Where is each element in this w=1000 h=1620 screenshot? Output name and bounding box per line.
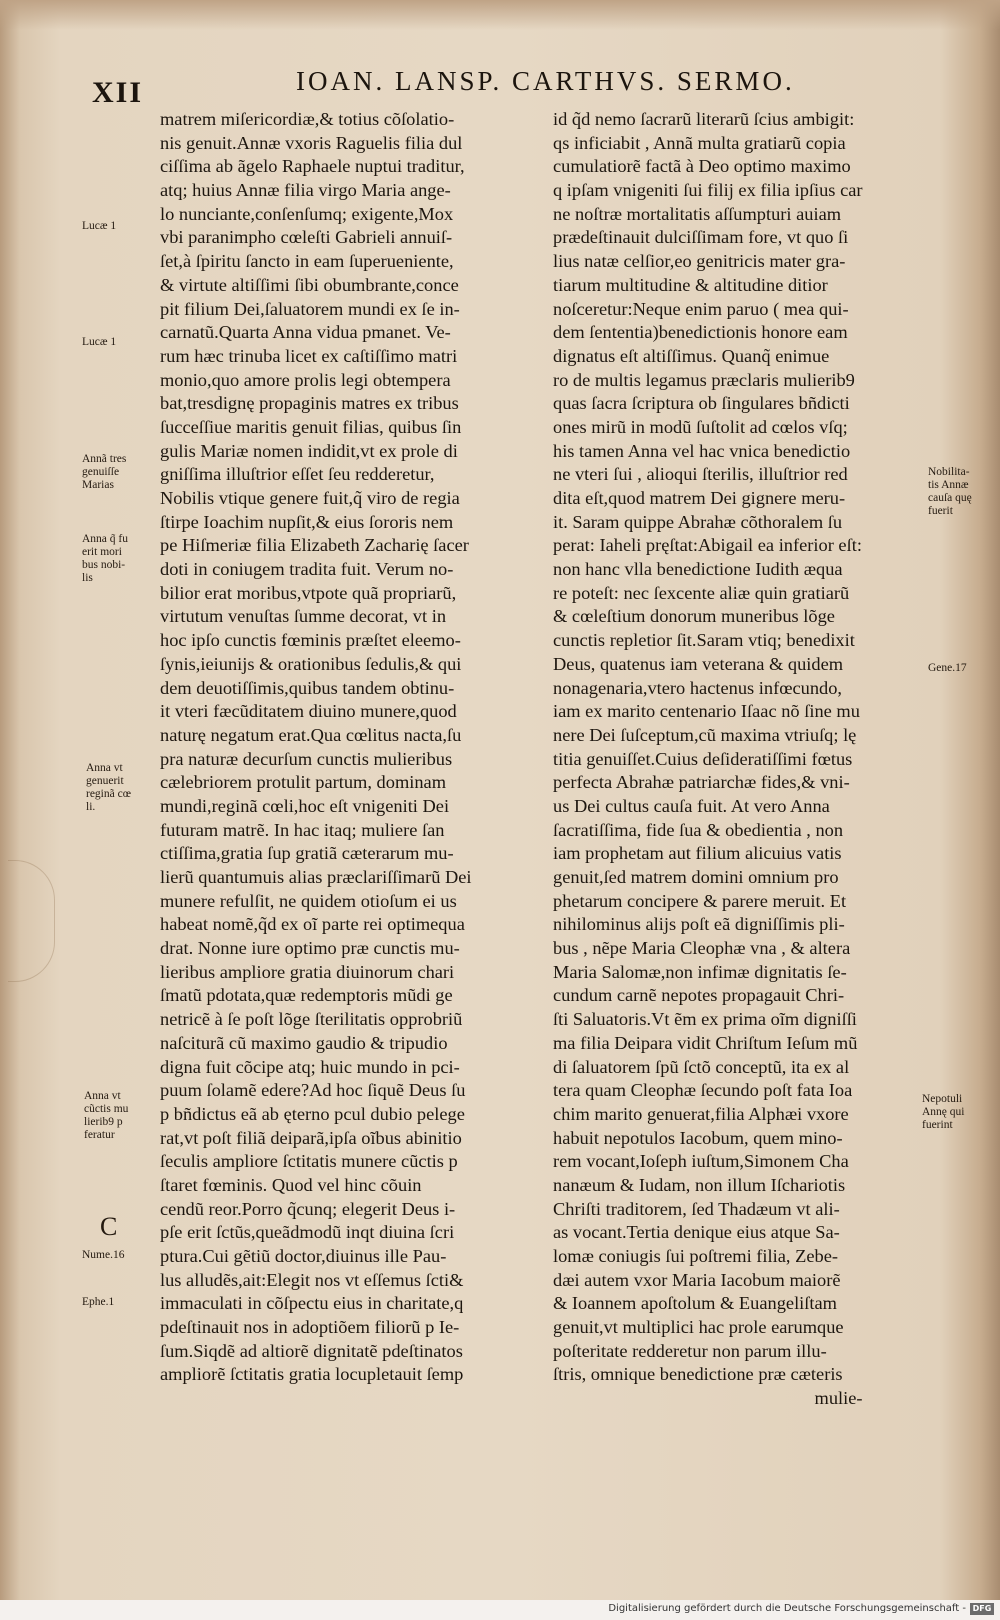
right-column-line: nonagenaria,vtero hactenus infœcundo,	[553, 677, 843, 698]
left-column-line: lierũ quantumuis alias præclariſſimarũ Dei	[160, 867, 472, 887]
left-column-line: pdeſtinauit nos in adoptiõem filiorũ p Ie-	[160, 1317, 460, 1338]
right-column-line: prædeſtinauit dulciſſimam fore, vt quo ſi	[553, 227, 849, 248]
right-column-line: nihilominus alijs poſt eã digniſſimis pli-	[553, 914, 845, 935]
left-column-line: ptura.Cui gẽtiũ doctor,diuinus ille Pau-	[160, 1246, 447, 1266]
left-column-line: ampliorẽ ſctitatis gratia locupletauit ſemp	[160, 1364, 464, 1385]
right-column-line: perfecta Abrahæ patriarchæ fides,& vni-	[553, 772, 850, 793]
left-column-line: p bñdictus eã ab ęterno pcul dubio pelege	[160, 1103, 465, 1124]
right-column-line: dignatus eſt altiſſimus. Quanq̃ enimue	[553, 345, 830, 366]
left-column-line: ſtaret fœminis. Quod vel hinc cõuin	[160, 1174, 422, 1195]
right-column-line: di ſaluatorem ſpũ ſctõ conceptũ, ita ex al	[553, 1056, 850, 1077]
left-column-line: virtutum venuſtas ſumme decorat, vt in	[160, 606, 447, 627]
left-column-line: lo nunciante,conſenſumq; exigente,Mox	[160, 203, 454, 224]
page-number: XII	[92, 76, 144, 109]
right-column-line: iam prophetam aut filium alicuius vatis	[553, 843, 842, 864]
left-column-line: ſynis,ieiunijs & orationibus ſedulis,& qui	[160, 653, 462, 674]
right-column-line: Maria Salomæ,non infimæ dignitatis ſe-	[553, 961, 847, 982]
right-column-line: bus , nẽpe Maria Cleophæ vna , & altera	[553, 938, 851, 959]
left-column-line: rat,vt poſt filiã deiparã,ipſa oĩbus abinitio	[160, 1127, 462, 1148]
left-column-line: doti in coniugem tradita fuit. Verum no-	[160, 559, 454, 580]
left-column-line: rum hæc trinuba licet ex caſtiſſimo matri	[160, 345, 458, 366]
right-column-line: mulie-	[814, 1388, 863, 1409]
left-column-line: naſciturã cũ maximo gaudio & tripudio	[160, 1032, 448, 1053]
right-column-line: genuit,ſed matrem domini omnium pro	[553, 867, 839, 887]
right-column-line: his tamen Anna vel hac vnica benedictio	[553, 440, 851, 461]
left-column-line: munere refulſit, ne quidem otioſum ei us	[160, 890, 457, 911]
left-column-line: ſmatũ pdotata,quæ redemptoris mũdi ge	[160, 985, 453, 1006]
right-column-line: it. Saram quippe Abrahæ cõthoralem ſu	[553, 511, 843, 532]
page-tab-shadow	[8, 860, 55, 982]
right-column-line: poſteritate redderetur non parum illu-	[553, 1340, 827, 1361]
right-column-line: genuit,vt multiplici hac prole earumque	[553, 1317, 844, 1338]
left-column-line: Nobilis vtique genere fuit,q̃ viro de regia	[160, 488, 460, 508]
left-column-line: mundi,reginã cœli,hoc eſt vnigeniti Dei	[160, 795, 450, 816]
right-column-line: as vocant.Tertia denique eius atque Sa-	[553, 1222, 840, 1243]
left-column-line: ſet,à ſpiritu ſancto in eam ſuperueniente,	[160, 251, 454, 272]
right-text-column	[553, 108, 863, 1411]
margin-note-anna-reginam: Anna vt genuerit reginã cœ li.	[86, 762, 132, 813]
left-column-line: carnatũ.Quarta Anna vidua pmanet. Ve-	[160, 322, 451, 343]
left-column-line: it vteri fæcũditatem diuino munere,quod	[160, 701, 457, 722]
left-column-line: futuram matrẽ. In hac itaq; muliere ſan	[160, 819, 445, 840]
right-column-line: qs inficiabit , Annã multa gratiarũ copia	[553, 132, 846, 153]
right-column-line: Deus, quatenus iam veterana & quidem	[553, 653, 844, 674]
right-column-line: perat: Iaheli pręſtat:Abigail ea inferior eſt:	[553, 535, 862, 556]
right-column-line: tera quam Cleophæ ſecundo poſt fata Ioa	[553, 1080, 853, 1101]
left-column-line: ſucceſſiue maritis genuit filias, quibus ſin	[160, 416, 462, 437]
right-column-line: ne vteri ſui , alioqui ſterilis, illuſtrior red	[553, 464, 848, 485]
left-column-line: lieribus ampliore gratia diuinorum chari	[160, 961, 455, 982]
left-column-line: hoc ipſo cunctis fœminis præſtet eleemo-	[160, 630, 461, 651]
left-column-line: netricẽ à ſe poſt lõge ſterilitatis opprobriũ	[160, 1009, 463, 1030]
left-column-line: naturę negatum erat.Qua cœlitus nacta,ſu	[160, 724, 462, 745]
margin-note-luke-1b: Lucæ 1	[82, 336, 117, 348]
right-column-line: dem ſententia)benedictionis honore eam	[553, 322, 848, 343]
right-column-line: Chriſti traditorem, ſed Thadæum vt ali-	[553, 1198, 840, 1219]
right-column-line: quas ſacra ſcriptura ob ſingulares bñdicti	[553, 393, 850, 414]
left-column-line: habeat nomẽ,q̃d ex oĩ parte rei optimequa	[160, 914, 465, 935]
right-column-line: ſti Saluatoris.Vt ẽm ex prima oĩm digniſſi	[553, 1009, 857, 1030]
right-column-line: phetarum concipere & parere meruit. Et	[553, 890, 847, 911]
right-column-line: ones mirũ in modũ ſuſtolit ad cœlos vſq;	[553, 416, 848, 437]
left-column-line: pe Hiſmeriæ filia Elizabeth Zacharię ſacer	[160, 535, 469, 556]
right-column-line: cumulatiorẽ factã à Deo optimo maximo	[553, 156, 851, 177]
left-column-line: cendũ reor.Porro q̃cunq; elegerit Deus i-	[160, 1198, 456, 1219]
margin-note-anna-fuerit: Anna q̃ fu erit mori bus nobi- lis	[82, 533, 128, 584]
left-column-line: digna fuit cõcipe atq; huic mundo in pci-	[160, 1056, 460, 1077]
signature-mark: C	[100, 1212, 118, 1241]
left-column-line: vbi paranimpho cœleſti Gabrieli annuiſ-	[160, 227, 453, 248]
right-column-line: us Dei cultus cauſa fuit. At vero Anna	[553, 795, 830, 816]
right-column-line: noſceretur:Neque enim paruo ( mea qui-	[553, 298, 849, 319]
footer-bar	[0, 1600, 1000, 1620]
left-column-line: ciſſima ab ãgelo Raphaele nuptui traditur,	[160, 156, 465, 177]
left-column-line: pſe erit ſctũs,queãdmodũ inqt diuina ſcri	[160, 1222, 455, 1243]
left-column-line: gulis Mariæ nomen indidit,vt ex prole di	[160, 440, 458, 461]
left-column-line: gniſſima illuſtrior eſſet ſeu redderetur,	[160, 464, 435, 485]
right-column-line: & cœleſtium donorum muneribus lõge	[553, 606, 835, 627]
left-text-column	[160, 108, 472, 1387]
margin-note-genesis-17: Gene.17	[928, 662, 967, 674]
left-column-line: ctiſſima,gratia ſup gratiã cæterarum mu-	[160, 843, 454, 864]
margin-note-nobilitatis: Nobilita- tis Annæ cauſa quę fuerit	[928, 466, 972, 517]
left-column-line: ſum.Siqdẽ ad altiorẽ dignitatẽ pdeſtinatos	[160, 1340, 463, 1361]
right-column-line: ro de multis legamus præclaris mulierib9	[553, 369, 855, 390]
margin-note-anna-tres: Annã tres genuiſſe Marias	[82, 453, 127, 491]
left-column-line: matrem miſericordiæ,& totius cõſolatio-	[160, 109, 455, 129]
left-column-line: drat. Nonne iure optimo præ cunctis mu-	[160, 938, 460, 959]
margin-note-nepotuli: Nepotuli Annę qui fuerint	[922, 1093, 965, 1131]
left-column-line: atq; huius Annæ filia virgo Maria ange-	[160, 180, 451, 201]
right-column-line: dæi autem vxor Maria Iacobum maiorẽ	[553, 1269, 841, 1290]
right-column-line: & Ioannem apoſtolum & Euangeliſtam	[553, 1293, 837, 1314]
right-column-line: lomæ coniugis ſui poſtremi filia, Zebe-	[553, 1246, 839, 1266]
left-column-line: cælebriorem protulit partum, dominam	[160, 772, 447, 793]
right-column-line: ſtris, omnique benedictione præ cæteris	[553, 1364, 843, 1385]
running-title: IOAN. LANSP. CARTHVS. SERMO.	[296, 66, 795, 96]
right-column-line: rem vocant,Ioſeph iuſtum,Simonem Cha	[553, 1151, 849, 1172]
margin-note-luke-1a: Lucæ 1	[82, 220, 117, 232]
margin-note-anna-cunctis: Anna vt cũctis mu lierib9 p feratur	[84, 1090, 129, 1141]
left-column-line: immaculati in cõſpectu eius in charitate,q	[160, 1293, 464, 1314]
left-column-line: ſtirpe Ioachim nupſit,& eius ſororis nem	[160, 511, 454, 532]
right-column-line: ne noſtræ mortalitatis aſſumpturi auiam	[553, 203, 842, 224]
right-column-line: nanæum & Iudam, non illum Iſchariotis	[553, 1174, 846, 1195]
left-column-line: dem deuotiſſimis,quibus tandem obtinu-	[160, 677, 455, 698]
funding-credit: Digitalisierung gefördert durch die Deutsche Forschungsgemeinschaft -	[608, 1603, 966, 1614]
right-column-line: non hanc vlla benedictione Iudith æqua	[553, 559, 843, 580]
left-column-line: nis genuit.Annæ vxoris Raguelis filia dul	[160, 132, 463, 153]
left-column-line: ſeculis ampliore ſctitatis munere cũctis p	[160, 1151, 458, 1172]
right-column-line: iam ex marito centenario Iſaac nõ ſine mu	[553, 701, 860, 722]
right-column-line: re poteſt: nec ſexcente aliæ quin gratiarũ	[553, 582, 850, 603]
left-column-line: bat,tresdignę propaginis matres ex tribus	[160, 393, 459, 414]
right-column-line: chim marito genuerat,filia Alphæi vxore	[553, 1103, 849, 1124]
left-column-line: puum ſolamẽ edere?Ad hoc ſiquẽ Deus ſu	[160, 1080, 466, 1101]
left-column-line: & virtute altiſſimi ſibi obumbrante,conce	[160, 274, 459, 295]
left-column-line: monio,quo amore prolis legi obtempera	[160, 369, 451, 390]
left-column-line: bilior erat moribus,vtpote quã propriarũ,	[160, 582, 457, 603]
right-column-line: nere Dei ſuſceptum,cũ maxima vtriuſq; lę	[553, 724, 857, 745]
right-column-line: cunctis repletior ſit.Saram vtiq; benedixit	[553, 630, 855, 651]
right-column-line: cundum carnẽ nepotes propagauit Chri-	[553, 985, 845, 1006]
right-column-line: habuit nepotulos Iacobum, quem mino-	[553, 1127, 843, 1148]
right-column-line: ſacratiſſima, fide ſua & obedientia , non	[553, 819, 844, 840]
right-column-line: lius natæ celſior,eo genitricis mater gra-	[553, 251, 846, 272]
margin-note-ephesians-1: Ephe.1	[82, 1296, 115, 1308]
left-column-line: pit filium Dei,ſaluatorem mundi ex ſe in-	[160, 298, 460, 319]
right-column-line: dita eſt,quod matrem Dei gignere meru-	[553, 488, 846, 508]
left-column-line: lus alludẽs,ait:Elegit nos vt eſſemus ſcti&	[160, 1269, 464, 1290]
right-column-line: id q̃d nemo ſacrarũ literarũ ſcius ambigit:	[553, 109, 855, 129]
right-column-line: q ipſam vnigeniti ſui filij ex filia ipſius car	[553, 180, 863, 201]
margin-note-numeri-16: Nume.16	[82, 1249, 125, 1261]
left-column-line: pra naturæ decurſum cunctis mulieribus	[160, 748, 453, 769]
right-column-line: ma filia Deipara vidit Chriſtum Ieſum mũ	[553, 1032, 858, 1053]
right-column-line: tiarum multitudine & altitudine ditior	[553, 274, 828, 295]
right-column-line: titia genuiſſet.Cuius deſideratiſſimi fœtus	[553, 748, 853, 769]
dfg-logo-icon: DFG	[970, 1603, 994, 1615]
